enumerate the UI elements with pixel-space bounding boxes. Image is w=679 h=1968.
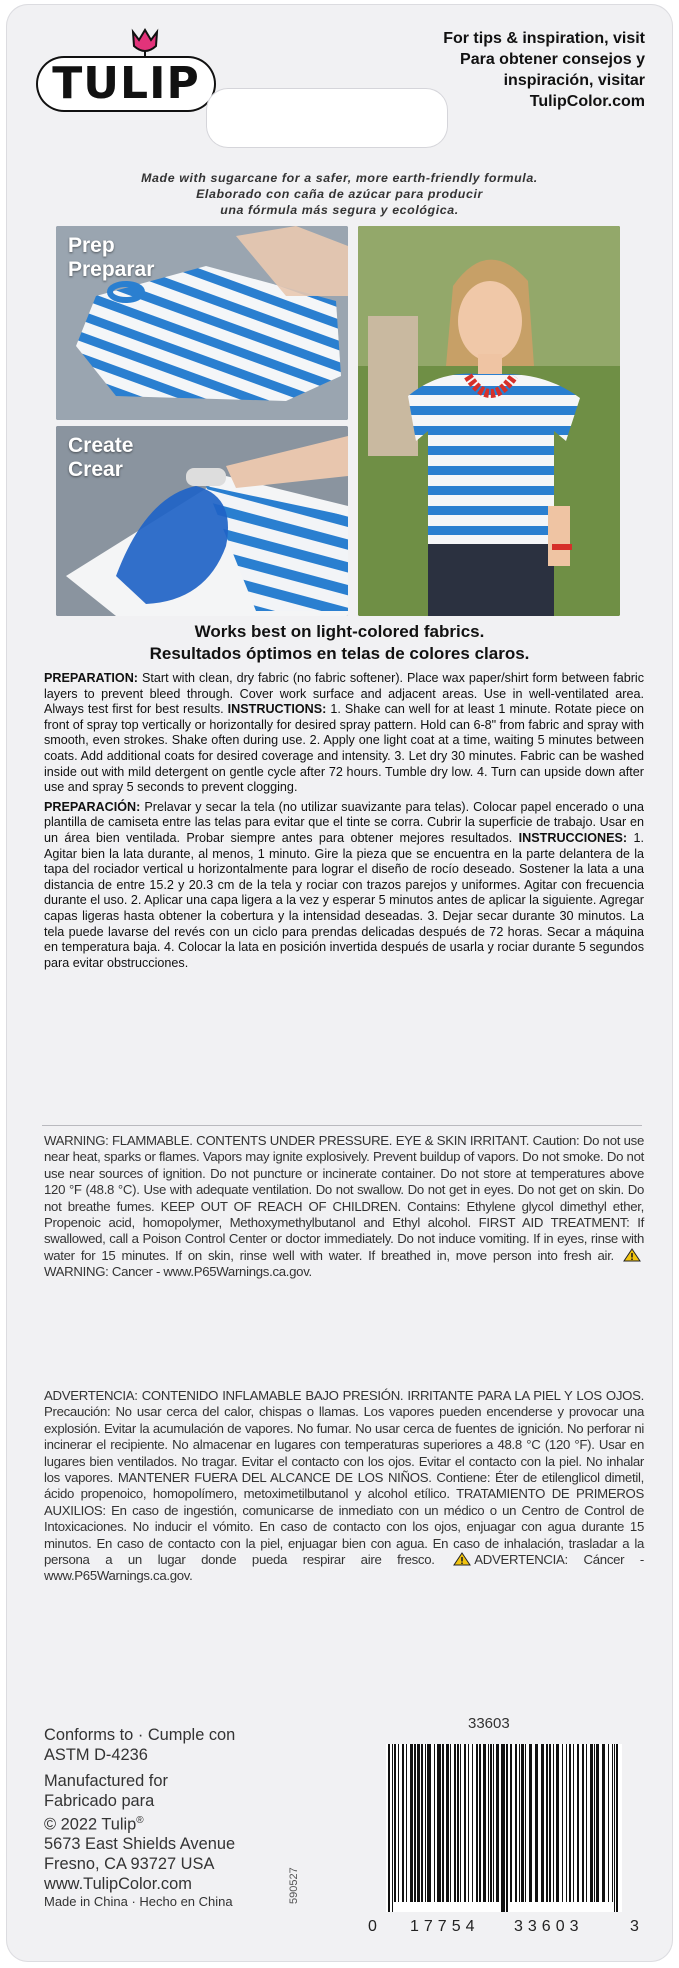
barcode-bar xyxy=(586,1744,587,1902)
barcode-bar xyxy=(590,1744,593,1902)
barcode-bar xyxy=(549,1744,551,1902)
barcode-bar xyxy=(556,1744,559,1902)
astm-text: ASTM D-4236 xyxy=(44,1746,148,1764)
barcode-bar xyxy=(506,1744,508,1912)
barcode-bar xyxy=(427,1744,431,1902)
package-back xyxy=(6,4,673,1962)
barcode-bar xyxy=(562,1744,563,1902)
prep-body-en: Start with clean, dry fabric (no fabric softener). Place wax paper/shirt form between fabric layers to prevent bleed through. Cover work surface and adjacent areas. Use in well-ventilated area. Always test first for best results. xyxy=(44,671,644,717)
tagline-line: una fórmula más segura y ecológica. xyxy=(220,203,459,217)
barcode-bars xyxy=(386,1744,622,1912)
tips-line: For tips & inspiration, visit xyxy=(443,30,645,47)
barcode-bar xyxy=(541,1744,544,1902)
barcode-bar xyxy=(582,1744,584,1902)
copyright-label: © 2022 Tulip xyxy=(44,1815,137,1834)
barcode-bar xyxy=(519,1744,520,1902)
barcode-bar xyxy=(546,1744,548,1902)
warning-triangle-icon xyxy=(453,1552,471,1566)
barcode-bar xyxy=(616,1744,618,1912)
made-in-text: Made in China · Hecho en China xyxy=(44,1894,233,1910)
barcode-bar xyxy=(510,1744,512,1902)
barcode-bar xyxy=(521,1744,524,1902)
barcode-bar xyxy=(437,1744,441,1902)
prep-heading-en: PREPARATION: xyxy=(44,671,138,685)
instr-body-es: 1. Agitar bien la lata durante, al menos, 1 minuto. Gire la pieza que se encuentra en la parte delantera de la tapa del rociador vertical u horizontalmente para lograr el diseño de rocío deseado. Sostener la lata a una distancia de entre 15.2 y 20.3 cm de la tela y rociar con trazos parejos y uniformes. Agitar con frecuencia durante el uso. 2. Aplicar una capa ligera a la vez y esperar 5 minutos antes de aplicar la siguiente. Agregar capas ligeras hasta obtener la cobertura y la intensidad deseadas. 3. Dejar secar durante 30 minutos. La tela puede lavarse del revés con un ciclo para prendas delicadas después de 72 horas. Secar a máquina en temperatura baja. 4. Colocar la lata en posición invertida después de usarla y rociar durante 5 segundos para evitar obstrucciones. xyxy=(44,830,644,970)
logo-text: TULIP xyxy=(52,58,200,109)
barcode-bar xyxy=(612,1744,613,1902)
barcode-bar xyxy=(602,1744,605,1902)
warning-es xyxy=(44,1388,644,1585)
barcode-bar xyxy=(421,1744,423,1902)
barcode-bar xyxy=(488,1744,489,1902)
create-photo xyxy=(56,426,348,616)
prep-body-es: Prelavar y secar la tela (no utilizar suavizante para telas). Colocar papel encerado o una plantilla de camiseta entre las telas para evitar que el tinte se corra. Cubrir la superficie de trabajo. Usar en un área bien ventilada. Probar siempre antes para obtener mejores resultados. xyxy=(44,799,644,845)
barcode xyxy=(386,1744,622,1912)
instr-heading-es: INSTRUCCIONES: xyxy=(518,830,628,845)
fabricado-text: Fabricado para xyxy=(44,1792,155,1810)
barcode-bar xyxy=(454,1744,456,1902)
works-best-es: Resultados óptimos en telas de colores claros. xyxy=(149,644,530,663)
cancer-warning-es: ADVERTENCIA: Cáncer - www.P65Warnings.ca.gov. xyxy=(44,1552,644,1584)
barcode-bar xyxy=(553,1744,554,1902)
instr-body-en: 1. Shake can well for at least 1 minute. Rotate piece on front of spray top vertically or horizontally for desired spray pattern. Hold can 6-8" from fabric and spray with smooth, even strokes. Shake often during use. 2. Apply one light coat at a time, waiting 5 minutes between coats. Add additional coats for desired coverage and intensity. 3. Let dry 30 minutes. Fabric can be washed inside out with mild detergent on gentle cycle after 72 hours. Tumble dry low. 4. Turn can upside down after use and spray 5 seconds to prevent clogging. xyxy=(44,702,645,795)
cancer-warning-en: WARNING: Cancer - www.P65Warnings.ca.gov. xyxy=(44,1264,312,1280)
model-photo-art xyxy=(358,226,620,616)
barcode-bar xyxy=(402,1744,404,1902)
instructions-es xyxy=(44,800,644,972)
barcode-digits-right: 33603 xyxy=(514,1918,584,1935)
barcode-bar xyxy=(535,1744,538,1902)
barcode-bar xyxy=(392,1744,393,1912)
create-label: Create xyxy=(68,434,134,457)
barcode-bar xyxy=(410,1744,413,1902)
website-text: www.TulipColor.com xyxy=(44,1875,192,1894)
barcode-digit-last: 3 xyxy=(630,1918,639,1935)
barcode-bar xyxy=(596,1744,599,1902)
barcode-bar xyxy=(472,1744,473,1902)
instr-heading-en: INSTRUCTIONS: xyxy=(227,702,327,717)
barcode-bar xyxy=(460,1744,461,1902)
address-line-2: Fresno, CA 93727 USA xyxy=(44,1855,215,1874)
barcode-bar xyxy=(569,1744,571,1902)
tagline xyxy=(36,170,643,218)
barcode-bar xyxy=(476,1744,478,1902)
prep-photo xyxy=(56,226,348,420)
barcode-digits-left: 17754 xyxy=(410,1918,480,1935)
barcode-bar xyxy=(496,1744,499,1902)
barcode-bar xyxy=(490,1744,492,1902)
prep-heading-es: PREPARACIÓN: xyxy=(44,799,141,814)
barcode-bar xyxy=(493,1744,494,1902)
warning-triangle-icon xyxy=(623,1248,641,1262)
barcode-bar xyxy=(525,1744,526,1902)
barcode-bar xyxy=(457,1744,459,1902)
conforms-text: Conforms to · Cumple con xyxy=(44,1726,236,1744)
barcode-bar xyxy=(529,1744,532,1902)
tulip-logo xyxy=(36,28,218,118)
barcode-bar xyxy=(442,1744,444,1902)
tips-line: Para obtener consejos y xyxy=(460,51,645,68)
barcode-bar xyxy=(450,1744,451,1902)
copyright-text xyxy=(44,1811,344,1834)
barcode-bar xyxy=(425,1744,426,1902)
side-code: 590527 xyxy=(288,1867,300,1904)
manufactured-text: Manufactured for xyxy=(44,1772,168,1790)
barcode-digit-first: 0 xyxy=(368,1918,377,1935)
prep-label-es: Preparar xyxy=(68,258,155,281)
tagline-line: Elaborado con caña de azúcar para producir xyxy=(196,187,483,201)
works-best-note xyxy=(36,621,643,665)
tips-line: inspiración, visitar xyxy=(503,72,645,89)
barcode-bar xyxy=(594,1744,595,1902)
barcode-bar xyxy=(394,1744,396,1902)
barcode-bar xyxy=(468,1744,469,1902)
tips-website: TulipColor.com xyxy=(529,93,645,110)
barcode-bar xyxy=(515,1744,517,1902)
warning-text-es: ADVERTENCIA: CONTENIDO INFLAMABLE BAJO PRESIÓN. IRRITANTE PARA LA PIEL Y LOS OJOS. Precaución: No usar cerca del calor, chispas o llamas. Los vapores pueden encenderse y provocar una explosión. Evitar la acumulación de vapores. No fumar. No usar cerca de fuentes de ignición. No perforar ni incinerar el recipiente. No almacenar en lugares con temperaturas superiores a 48.8 °C (120 °F). Usar en lugares bien ventilados. No tragar. Evitar el contacto con los ojos. Evitar el contacto con la piel. No inhalar los vapores. MANTENER FUERA DEL ALCANCE DE LOS NIÑOS. Contiene: Éter de etilenglicol dimetil, ácido propenoico, homopolímero, metoximetilbutanol y alcohol etílico. TRATAMIENTO DE PRIMEROS AUXILIOS: En caso de ingestión, comunicarse de inmediato con un médico o un Centro de Control de Intoxicaciones. No inducir el vómito. En caso de contacto con los ojos, enjuagar con agua durante 15 minutos. En caso de contacto con la piel, enjuagar bien con agua. En caso de inhalación, trasladar a la persona a un lugar donde pueda respirar aire fresco. xyxy=(44,1388,644,1568)
barcode-bar xyxy=(398,1744,399,1902)
barcode-bar xyxy=(406,1744,407,1902)
address-line-1: 5673 East Shields Avenue xyxy=(44,1835,236,1854)
works-best-en: Works best on light-colored fabrics. xyxy=(194,622,485,641)
barcode-bar xyxy=(573,1744,574,1902)
barcode-bar xyxy=(608,1744,609,1902)
barcode-bar xyxy=(388,1744,390,1912)
barcode-bar xyxy=(464,1744,466,1902)
warning-en xyxy=(44,1133,644,1281)
model-photo xyxy=(358,226,620,616)
barcode-bar xyxy=(446,1744,449,1902)
barcode-bar xyxy=(483,1744,486,1902)
warning-text-en: WARNING: FLAMMABLE. CONTENTS UNDER PRESSURE. EYE & SKIN IRRITANT. Caution: Do not use near heat, sparks or flames. Vapors may ignite explosively. Prevent buildup of vapors. Do not smoke. Do not use near sources of ignition. Do not puncture or incinerate container. Do not store at temperatures above 120 °F (48.8 °C). Use with adequate ventilation. Do not swallow. Do not get in eyes. Do not get on skin. Do not breathe fumes. KEEP OUT OF REACH OF CHILDREN. Contains: Ethylene glycol dimethyl ether, Propenoic acid, homopolymer, Methoxymethylbutanol and Ethyl alcohol. FIRST AID TREATMENT: If swallowed, call a Poison Control Center or doctor immediately. Do not induce vomiting. If in eyes, rinse with water for 15 minutes. If on skin, rinse well with water. If breathed in, move person into fresh air. xyxy=(44,1133,644,1263)
barcode-bar xyxy=(414,1744,416,1902)
barcode-top-number: 33603 xyxy=(468,1715,510,1732)
section-divider xyxy=(42,1125,642,1126)
barcode-bar xyxy=(434,1744,435,1902)
create-label-es: Crear xyxy=(68,458,123,481)
tagline-line: Made with sugarcane for a safer, more earth-friendly formula. xyxy=(141,171,538,185)
prep-label: Prep xyxy=(68,234,115,257)
registered-mark: ® xyxy=(136,1815,144,1826)
instructions-en xyxy=(44,671,644,796)
barcode-bar xyxy=(479,1744,481,1902)
hang-hole xyxy=(206,88,448,148)
barcode-bar xyxy=(566,1744,567,1902)
barcode-bar xyxy=(577,1744,579,1902)
barcode-bar xyxy=(501,1744,505,1912)
barcode-bar xyxy=(614,1744,615,1912)
instructions xyxy=(44,671,644,975)
barcode-bar xyxy=(417,1744,420,1902)
